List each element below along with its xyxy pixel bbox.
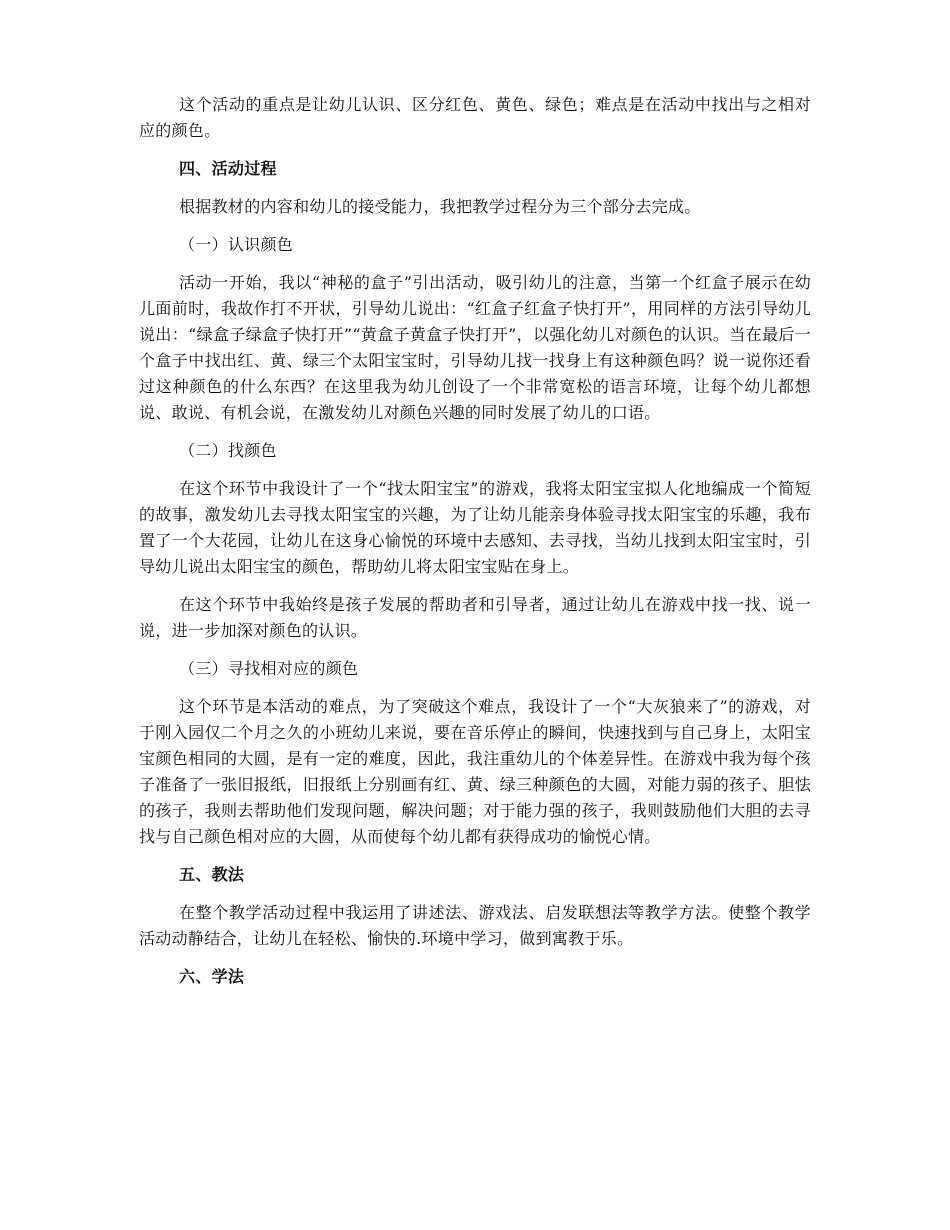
paragraph-teaching-methods: 在整个教学活动过程中我运用了讲述法、游戏法、启发联想法等教学方法。使整个教学活动动静结合，让幼儿在轻松、愉快的.环境中学习，做到寓教于乐。	[139, 903, 811, 948]
subheading-know-colors: （一）认识颜色	[179, 235, 294, 254]
paragraph-mystery-box: 活动一开始，我以“神秘的盒子”引出活动，吸引幼儿的注意，当第一个红盒子展示在幼儿面前时，我故作打不开状，引导幼儿说出：“红盒子红盒子快打开”，用同样的方法引导幼儿说出：“绿盒子绿盒子快打开”“黄盒子黄盒子快打开”，以强化幼儿对颜色的认识。当在最后一个盒子中找出红、黄、绿三个太阳宝宝时，引导幼儿找一找身上有这种颜色吗？说一说你还看过这种颜色的什么东西？在这里我为幼儿创设了一个非常宽松的语言环境，让每个幼儿都想说、敢说、有机会说，在激发幼儿对颜色兴趣的同时发展了幼儿的口语。	[139, 273, 811, 422]
document-page	[139, 92, 811, 990]
heading-learning-methods: 六、学法	[179, 967, 245, 986]
paragraph-process-intro: 根据教材的内容和幼儿的接受能力，我把教学过程分为三个部分去完成。	[179, 197, 701, 216]
heading-teaching-methods: 五、教法	[179, 865, 245, 884]
paragraph-find-sun-baby: 在这个环节中我设计了一个“找太阳宝宝”的游戏，我将太阳宝宝拟人化地编成一个简短的故事，激发幼儿去寻找太阳宝宝的兴趣，为了让幼儿能亲身体验寻找太阳宝宝的乐趣，我布置了一个大花园，让幼儿在这身心愉悦的环境中去感知、去寻找，当幼儿找到太阳宝宝时，引导幼儿说出太阳宝宝的颜色，帮助幼儿将太阳宝宝贴在身上。	[139, 479, 811, 576]
subheading-match-colors: （三）寻找相对应的颜色	[179, 659, 359, 678]
heading-activity-process: 四、活动过程	[179, 159, 277, 178]
paragraph-focus-difficulty: 这个活动的重点是让幼儿认识、区分红色、黄色、绿色；难点是在活动中找出与之相对应的颜色。	[139, 95, 811, 140]
subheading-find-colors: （二）找颜色	[179, 441, 277, 460]
paragraph-big-bad-wolf: 这个环节是本活动的难点，为了突破这个难点，我设计了一个“大灰狼来了”的游戏，对于刚入园仅二个月之久的小班幼儿来说，要在音乐停止的瞬间，快速找到与自己身上，太阳宝宝颜色相同的大圆，是有一定的难度，因此，我注重幼儿的个体差异性。在游戏中我为每个孩子准备了一张旧报纸，旧报纸上分别画有红、黄、绿三种颜色的大圆，对能力弱的孩子、胆怯的孩子，我则去帮助他们发现问题，解决问题；对于能力强的孩子，我则鼓励他们大胆的去寻找与自己颜色相对应的大圆，从而使每个幼儿都有获得成功的愉悦心情。	[139, 697, 811, 846]
paragraph-helper-guide: 在这个环节中我始终是孩子发展的帮助者和引导者，通过让幼儿在游戏中找一找、说一说，进一步加深对颜色的认识。	[139, 595, 811, 640]
